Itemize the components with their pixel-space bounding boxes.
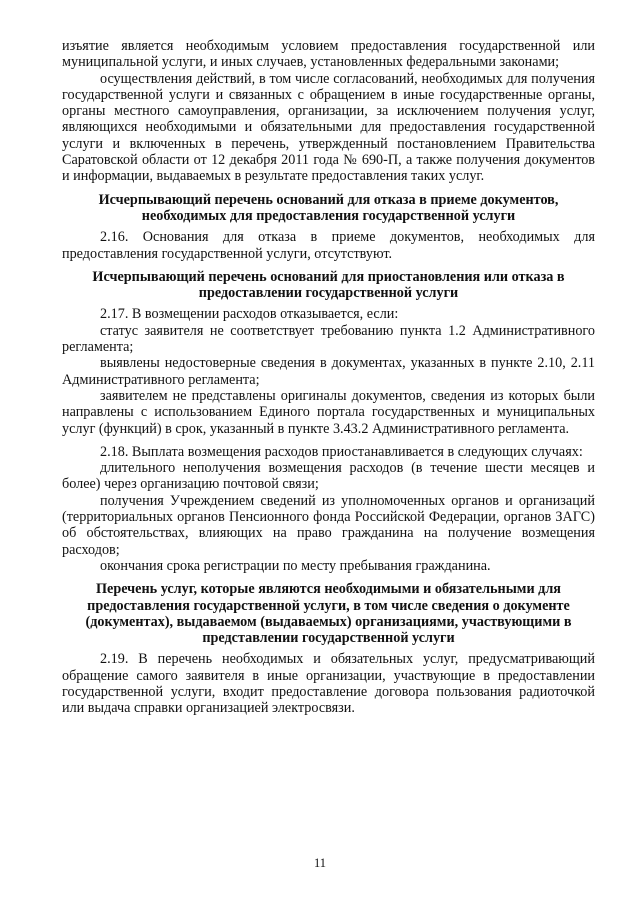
paragraph: изъятие является необходимым условием предоставления государственной или муниципальной услуги, и иных случаев, установленных федеральными законами; xyxy=(62,38,595,71)
paragraph: 2.16. Основания для отказа в приеме документов, необходимых для предоставления государственной услуги, отсутствуют. xyxy=(62,229,595,262)
section-heading: Перечень услуг, которые являются необходимыми и обязательными для предоставления государственной услуги, в том числе сведения о документе (документах), выдаваемом (выдаваемых) организациями, участвующими в представлении государственной услуги xyxy=(85,581,572,647)
page-number: 11 xyxy=(313,856,327,870)
paragraph: 2.18. Выплата возмещения расходов приостанавливается в следующих случаях: xyxy=(100,443,583,460)
paragraph: получения Учреждением сведений из уполномоченных органов и организаций (территориальных органов Пенсионного фонда Российской Федерации, органов ЗАГС) об обстоятельствах, влияющих на право гражданина на получение возмещения расходов; xyxy=(62,492,595,558)
paragraph: статус заявителя не соответствует требованию пункта 1.2 Административного регламента; xyxy=(62,322,595,356)
paragraph: 2.17. В возмещении расходов отказывается, если: xyxy=(100,306,399,323)
document-page xyxy=(62,38,595,717)
section-heading: Исчерпывающий перечень оснований для приостановления или отказа в предоставлении государственной услуги xyxy=(92,268,565,302)
paragraph: осуществления действий, в том числе согласований, необходимых для получения государственной услуги и связанных с обращением в иные государственные органы, органы местного самоуправления, организации, за исключением получения услуг, являющихся необходимыми и обязательными для предоставления государственной услуги и включенных в перечень, утвержденный постановлением Правительства Саратовской области от 12 декабря 2011 года № 690-П, а также получения документов и информации, выдаваемых в результате предоставления таких услуг. xyxy=(62,70,595,185)
paragraph: окончания срока регистрации по месту пребывания гражданина. xyxy=(100,557,491,574)
paragraph: длительного неполучения возмещения расходов (в течение шести месяцев и более) через организацию почтовой связи; xyxy=(62,460,595,493)
paragraph: заявителем не представлены оригиналы документов, сведения из которых были направлены с использованием Единого портала государственных и муниципальных услуг (функций) в срок, указанный в пункте 3.43.2 Административного регламента. xyxy=(62,387,595,437)
section-heading: Исчерпывающий перечень оснований для отказа в приеме документов, необходимых для предоставления государственной услуги xyxy=(98,191,559,224)
paragraph: 2.19. В перечень необходимых и обязательных услуг, предусматривающий обращение самого заявителя в иные организации, участвующие в предоставлении государственной услуги, входит предоставление договора пользования радиоточкой или выдача справки организацией электросвязи. xyxy=(62,651,595,717)
paragraph: выявлены недостоверные сведения в документах, указанных в пункте 2.10, 2.11 Административного регламента; xyxy=(62,355,595,388)
